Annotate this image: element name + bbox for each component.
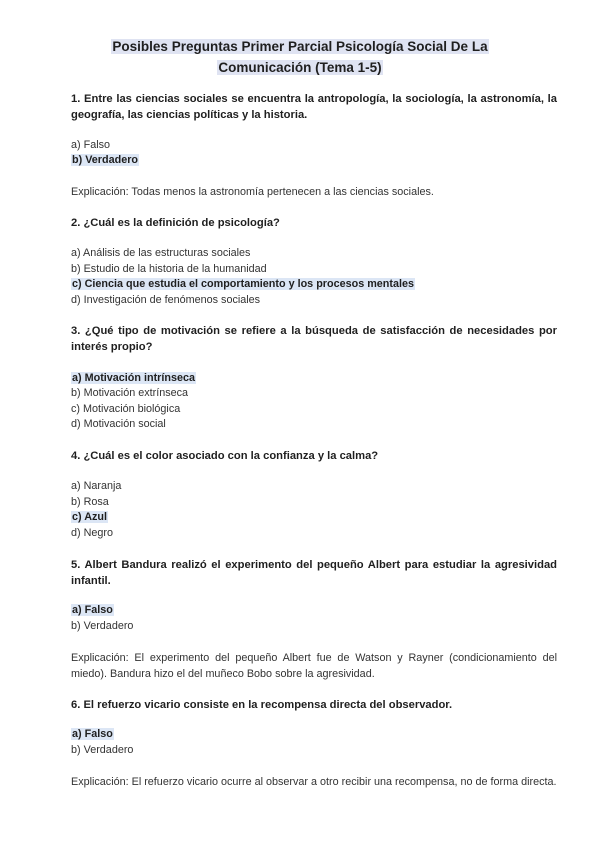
q6-explanation: Explicación: El refuerzo vicario ocurre al observar a otro recibir una recompensa, no de forma directa. <box>71 776 557 788</box>
q4-option-a: a) Naranja <box>71 480 122 492</box>
q6-option-a-label: a) Falso <box>72 728 113 740</box>
title-line-2: Comunicación (Tema 1-5) <box>218 60 382 75</box>
q2-option-a: a) Análisis de las estructuras sociales <box>71 247 251 259</box>
q3-option-c: c) Motivación biológica <box>71 403 181 415</box>
q4-option-d: d) Negro <box>71 527 114 539</box>
document-title <box>60 36 540 78</box>
q4-option-b: b) Rosa <box>71 496 109 508</box>
q1-explanation: Explicación: Todas menos la astronomía pertenecen a las ciencias sociales. <box>71 186 434 198</box>
question-5: 5. Albert Bandura realizó el experimento del pequeño Albert para estudiar la agresividad infantil. <box>71 559 557 587</box>
q5-option-a-correct <box>71 603 114 618</box>
title-line-1: Posibles Preguntas Primer Parcial Psicología Social De La <box>112 39 488 54</box>
q1-option-a: a) Falso <box>71 139 111 151</box>
q6-option-a-correct <box>71 727 114 742</box>
q4-option-c-label: c) Azul <box>72 511 107 523</box>
q5-explanation: Explicación: El experimento del pequeño Albert fue de Watson y Rayner (condicionamiento del miedo). Bandura hizo el del muñeco Bobo sobre la agresividad. <box>71 652 557 680</box>
q3-option-a-correct <box>71 371 196 386</box>
q2-option-d: d) Investigación de fenómenos sociales <box>71 294 261 306</box>
q4-option-c-correct <box>71 510 108 525</box>
q6-option-b: b) Verdadero <box>71 744 134 756</box>
q5-option-a-label: a) Falso <box>72 604 113 616</box>
question-4: 4. ¿Cuál es el color asociado con la confianza y la calma? <box>71 450 379 462</box>
q2-option-c-correct <box>71 277 415 292</box>
q1-option-b-correct <box>71 153 139 168</box>
question-1: 1. Entre las ciencias sociales se encuentra la antropología, la sociología, la astronomía, la geografía, las ciencias políticas y la historia. <box>71 93 557 121</box>
question-3: 3. ¿Qué tipo de motivación se refiere a la búsqueda de satisfacción de necesidades por interés propio? <box>71 325 557 353</box>
q3-option-b: b) Motivación extrínseca <box>71 387 189 399</box>
question-2: 2. ¿Cuál es la definición de psicología? <box>71 217 280 229</box>
q2-option-b: b) Estudio de la historia de la humanidad <box>71 263 267 275</box>
q1-option-b-label: b) Verdadero <box>72 154 138 166</box>
q5-option-b: b) Verdadero <box>71 620 134 632</box>
q3-option-d: d) Motivación social <box>71 418 166 430</box>
q3-option-a-label: a) Motivación intrínseca <box>72 372 195 384</box>
q2-option-c-label: c) Ciencia que estudia el comportamiento y los procesos mentales <box>72 278 415 290</box>
question-6: 6. El refuerzo vicario consiste en la recompensa directa del observador. <box>71 699 453 711</box>
